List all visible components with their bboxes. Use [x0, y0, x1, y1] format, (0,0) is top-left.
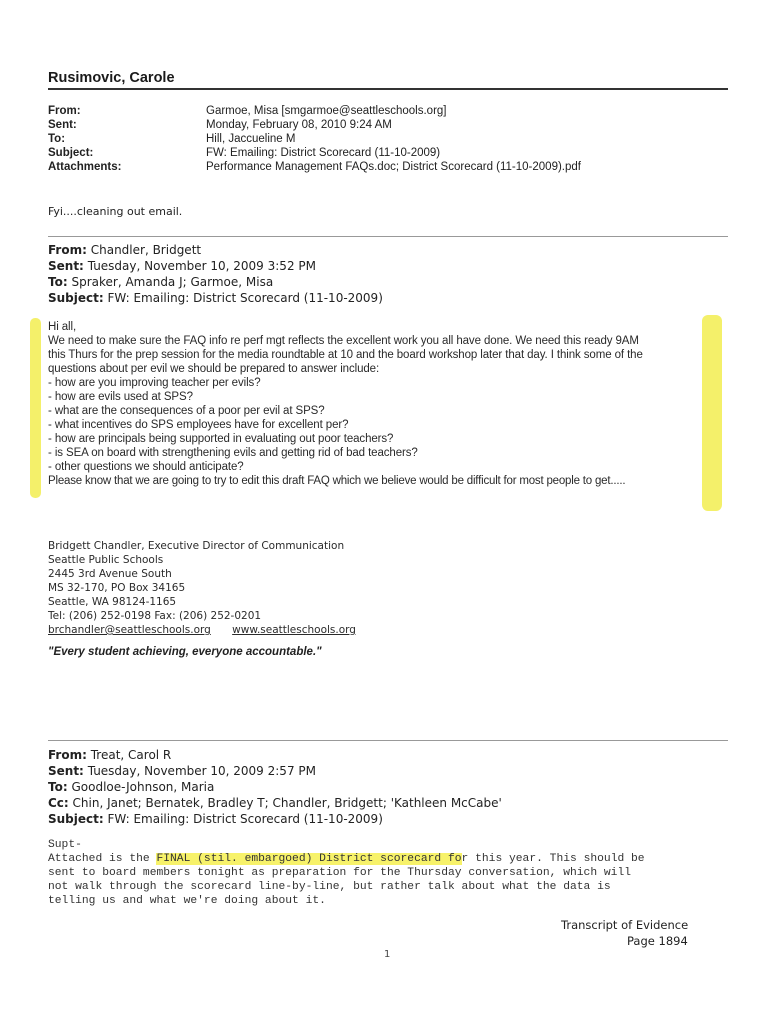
header-attachments-value: Performance Management FAQs.doc; District Scorecard (11-10-2009).pdf [206, 161, 581, 173]
signature-line: MS 32-170, PO Box 34165 [48, 582, 186, 594]
transcript-label: Transcript of Evidence [561, 918, 689, 932]
transcript-page-label: Page 1894 [627, 934, 688, 948]
message1-body-line: Hi all, [48, 321, 77, 333]
message2-sent [48, 764, 316, 778]
header-to-value: Hill, Jaccueline M [206, 133, 296, 145]
message2-cc-label: Cc: [48, 796, 69, 810]
message1-body-line: - what are the consequences of a poor per evil at SPS? [48, 405, 325, 417]
message2-subject-label: Subject: [48, 812, 104, 826]
message2-highlighted-text: FINAL (stil. embargoed) District scorecard fo [156, 853, 462, 865]
header-to-label: To: [48, 133, 66, 145]
message2-greeting: Supt- [48, 839, 82, 851]
message2-from-label: From: [48, 748, 87, 762]
right-highlight-mark [702, 315, 722, 511]
header-subject-row [48, 147, 738, 161]
message1-body-line: - is SEA on board with strengthening evils and getting rid of bad teachers? [48, 447, 418, 459]
message2-body-line: sent to board members tonight as preparation for the Thursday conversation, which will [48, 867, 632, 879]
header-from-value: Garmoe, Misa [smgarmoe@seattleschools.org] [206, 105, 447, 117]
header-subject-label: Subject: [48, 147, 94, 159]
message2-to-value: Goodloe-Johnson, Maria [71, 780, 215, 794]
signature-email-link[interactable]: brchandler@seattleschools.org [48, 624, 211, 636]
message1-from-label: From: [48, 243, 87, 257]
message1-body-line: Please know that we are going to try to edit this draft FAQ which we believe would be difficult for most people to get..... [48, 475, 626, 487]
message1-sent-value: Tuesday, November 10, 2009 3:52 PM [87, 259, 316, 273]
signature-line: Tel: (206) 252-0198 Fax: (206) 252-0201 [48, 610, 262, 622]
message2-body-pre: Attached is the [48, 853, 157, 865]
page-number: 1 [384, 949, 391, 960]
message2-sent-value: Tuesday, November 10, 2009 2:57 PM [87, 764, 316, 778]
message2-body-post: r this year. This should be [461, 853, 645, 865]
message2-body-line [48, 853, 645, 865]
message1-subject [48, 291, 383, 305]
message2-cc [48, 796, 502, 810]
message1-body-line: - how are principals being supported in evaluating out poor teachers? [48, 433, 394, 445]
message1-subject-label: Subject: [48, 291, 104, 305]
message2-divider [48, 740, 728, 741]
signature-website-link[interactable]: www.seattleschools.org [232, 624, 356, 636]
message2-cc-value: Chin, Janet; Bernatek, Bradley T; Chandler, Bridgett; 'Kathleen McCabe' [72, 796, 502, 810]
intro-note: Fyi....cleaning out email. [48, 205, 183, 218]
message2-sent-label: Sent: [48, 764, 84, 778]
message1-body-line: this Thurs for the prep session for the media roundtable at 10 and the board workshop later that day. I think some of the [48, 349, 643, 361]
left-highlight-mark [30, 318, 41, 498]
message1-subject-value: FW: Emailing: District Scorecard (11-10-2009) [107, 291, 383, 305]
message1-body-line: - what incentives do SPS employees have for excellent per? [48, 419, 349, 431]
message1-to [48, 275, 273, 289]
header-from-label: From: [48, 105, 81, 117]
message2-to [48, 780, 214, 794]
signature-links [48, 624, 356, 636]
header-subject-value: FW: Emailing: District Scorecard (11-10-2009) [206, 147, 441, 159]
message1-body-line: - other questions we should anticipate? [48, 461, 244, 473]
header-from-row [48, 105, 738, 119]
message2-body-line: telling us and what we're doing about it. [48, 895, 326, 907]
signature-motto: "Every student achieving, everyone accountable." [48, 646, 322, 658]
message1-sent [48, 259, 316, 273]
message1-sent-label: Sent: [48, 259, 84, 273]
header-sent-label: Sent: [48, 119, 77, 131]
message1-from [48, 243, 201, 257]
owner-divider [48, 88, 728, 90]
message2-subject [48, 812, 383, 826]
message1-body-line: - how are evils used at SPS? [48, 391, 193, 403]
message1-to-label: To: [48, 275, 68, 289]
signature-line: Seattle Public Schools [48, 554, 164, 566]
message1-to-value: Spraker, Amanda J; Garmoe, Misa [71, 275, 274, 289]
message1-from-value: Chandler, Bridgett [90, 243, 202, 257]
message1-body-line: questions about per evil we should be prepared to answer include: [48, 363, 380, 375]
header-to-row [48, 133, 738, 147]
message1-body-line: We need to make sure the FAQ info re perf mgt reflects the excellent work you all have done. We need this ready 9AM [48, 335, 639, 347]
header-sent-row [48, 119, 738, 133]
message1-divider [48, 236, 728, 237]
header-attachments-label: Attachments: [48, 161, 122, 173]
signature-line: Seattle, WA 98124-1165 [48, 596, 177, 608]
message2-body-line: not walk through the scorecard line-by-line, but rather talk about what the data is [48, 881, 611, 893]
message2-from-value: Treat, Carol R [90, 748, 172, 762]
document-owner: Rusimovic, Carole [48, 70, 175, 86]
signature-line: 2445 3rd Avenue South [48, 568, 172, 580]
message2-subject-value: FW: Emailing: District Scorecard (11-10-2009) [107, 812, 383, 826]
message2-to-label: To: [48, 780, 68, 794]
header-attachments-row [48, 161, 738, 175]
header-sent-value: Monday, February 08, 2010 9:24 AM [206, 119, 392, 131]
message1-body-line: - how are you improving teacher per evils? [48, 377, 261, 389]
message2-from [48, 748, 171, 762]
signature-line: Bridgett Chandler, Executive Director of Communication [48, 540, 345, 552]
